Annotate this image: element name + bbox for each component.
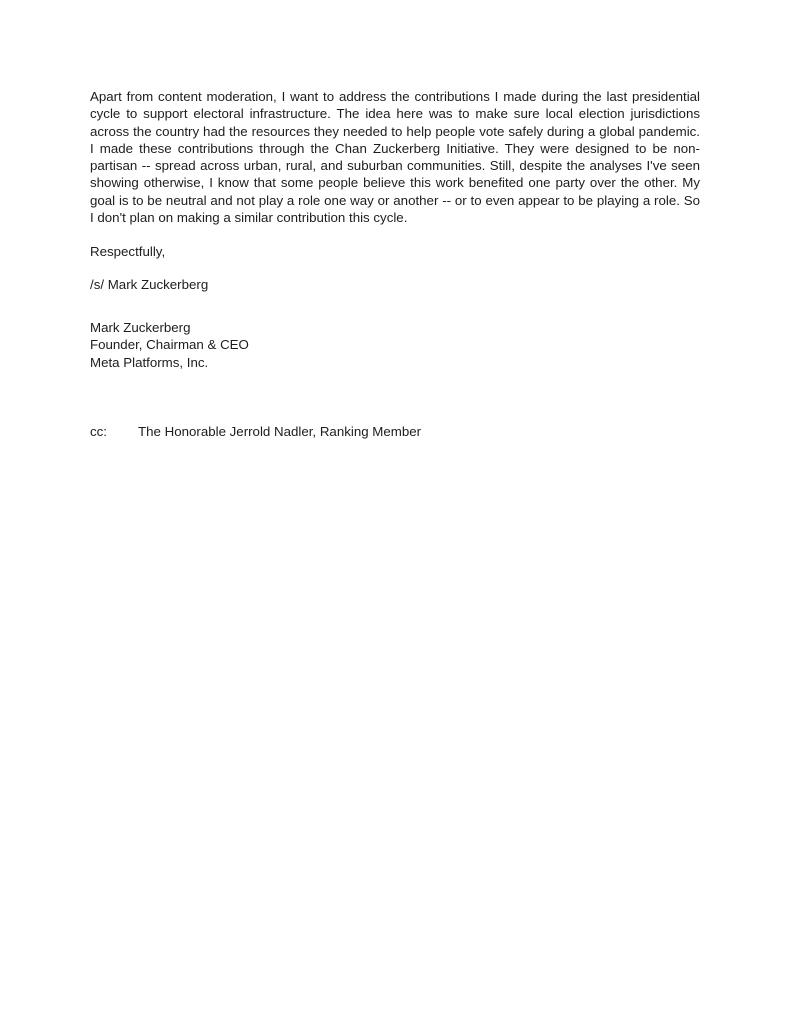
signer-title: Founder, Chairman & CEO bbox=[90, 337, 249, 353]
cc-line bbox=[90, 423, 700, 440]
signer-company: Meta Platforms, Inc. bbox=[90, 354, 209, 370]
letter-closing: Respectfully, bbox=[90, 244, 166, 260]
signer-name: Mark Zuckerberg bbox=[90, 319, 191, 335]
signature-line: /s/ Mark Zuckerberg bbox=[90, 276, 209, 292]
cc-label: cc: bbox=[90, 423, 107, 439]
signer-block bbox=[90, 319, 700, 371]
cc-recipient: The Honorable Jerrold Nadler, Ranking Member bbox=[138, 423, 422, 439]
letter-body-paragraph: Apart from content moderation, I want to address the contributions I made during the last presidential cycle to support electoral infrastructure. The idea here was to make sure local election jurisdictions across the country had the resources they needed to help people vote safely during a global pandemic. I made these contributions through the Chan Zuckerberg Initiative. They were designed to be non-partisan -- spread across urban, rural, and suburban communities. Still, despite the analyses I've seen showing otherwise, I know that some people believe this work benefited one party over the other. My goal is to be neutral and not play a role one way or another -- or to even appear to be playing a role. So I don't plan on making a similar contribution this cycle. bbox=[90, 89, 700, 226]
